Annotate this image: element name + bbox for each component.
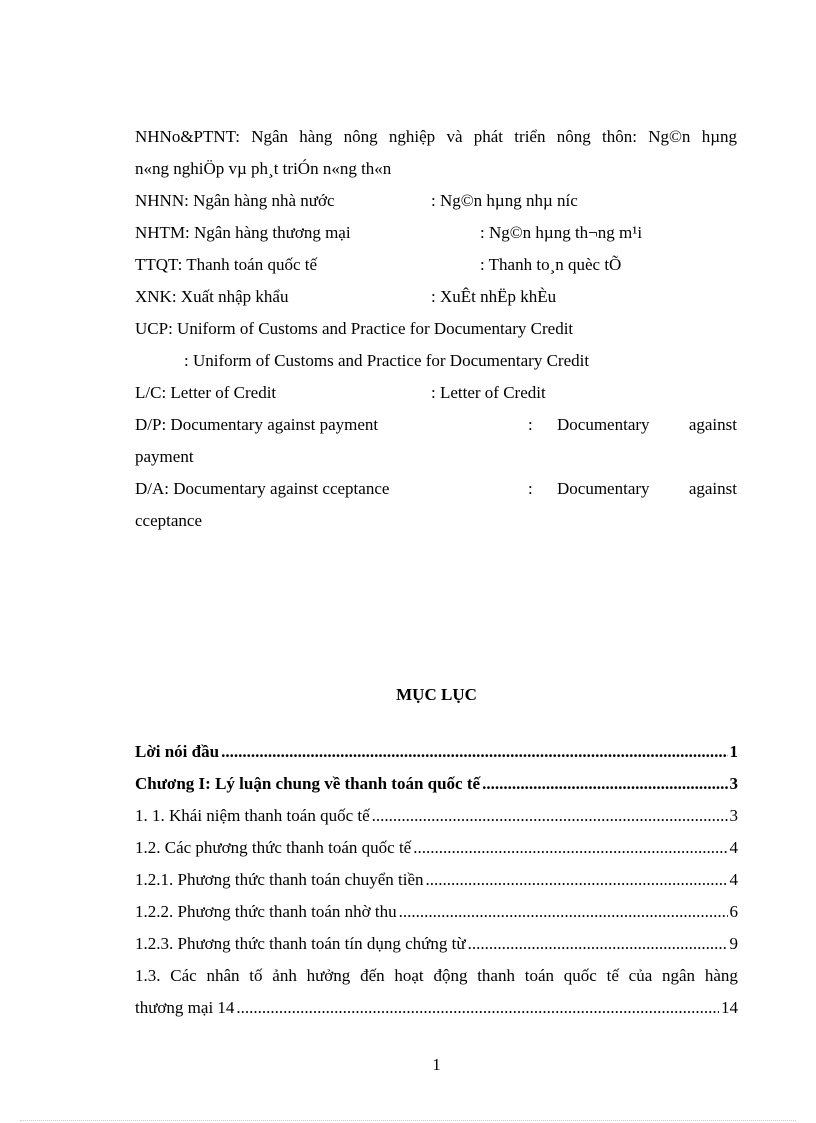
- abbr-nhno-continuation: n«ng nghiÖp vµ ph¸t triÓn n«ng th«n: [135, 159, 392, 178]
- toc-word: tế: [606, 966, 619, 985]
- toc-leader-dots: [221, 736, 727, 768]
- toc-item[interactable]: [135, 736, 738, 768]
- abbr-nhtm-alt: : Ng©n hµng th¬ng m¹i: [480, 223, 643, 242]
- abbr-row-nhnn: [135, 185, 737, 217]
- abbr-nhtm-term: NHTM: Ngân hàng thương mại: [135, 223, 351, 242]
- abbr-row-lc: [135, 377, 737, 409]
- abbr-da-alt-word2: against: [688, 479, 737, 498]
- table-of-contents: [135, 736, 738, 1024]
- abbr-row-nhtm: [135, 217, 737, 249]
- toc-item[interactable]: [135, 896, 738, 928]
- toc-word: Các: [170, 966, 197, 985]
- toc-item[interactable]: [135, 832, 738, 864]
- toc-word: đến: [360, 966, 385, 985]
- abbr-row-dp-line2: [135, 441, 737, 473]
- abbreviations-list: [135, 121, 737, 537]
- toc-item-label: 1. 1. Khái niệm thanh toán quốc tế: [135, 806, 370, 825]
- abbr-row-ucp-line1: [135, 313, 737, 345]
- toc-leader-dots: [413, 832, 727, 864]
- abbr-row-ucp-line2: [135, 345, 737, 377]
- toc-item-page: 3: [729, 806, 738, 825]
- toc-item-page: 4: [729, 838, 738, 857]
- toc-word: của: [628, 966, 653, 985]
- toc-item-multiline-line1[interactable]: [135, 960, 738, 992]
- toc-word: thanh: [477, 966, 515, 985]
- abbr-row-nhno-line1: [135, 121, 737, 153]
- abbr-row-ttqt: [135, 249, 737, 281]
- toc-title: MỤC LỤC: [396, 685, 477, 704]
- toc-word: hoạt: [394, 966, 424, 985]
- toc-item-label: Chương I: Lý luận chung về thanh toán quốc tế: [135, 774, 481, 793]
- abbr-dp-alt-word2: against: [688, 415, 737, 434]
- abbr-dp-alt-continuation: payment: [135, 447, 194, 466]
- toc-item-page: 3: [729, 774, 738, 793]
- toc-word: hưởng: [306, 966, 351, 985]
- toc-item-label: 1.2.3. Phương thức thanh toán tín dụng chứng từ: [135, 934, 466, 953]
- toc-item-page: 14: [721, 998, 738, 1017]
- abbr-xnk-term: XNK: Xuất nhập khẩu: [135, 287, 289, 306]
- abbr-ttqt-term: TTQT: Thanh toán quốc tế: [135, 255, 318, 274]
- abbr-da-alt-continuation: cceptance: [135, 511, 202, 530]
- toc-item-label: Lời nói đầu: [135, 742, 220, 761]
- abbr-row-nhno-line2: [135, 153, 737, 185]
- toc-leader-dots: [468, 928, 728, 960]
- toc-item[interactable]: [135, 800, 738, 832]
- toc-word: hàng: [704, 966, 738, 985]
- toc-word: nhân: [206, 966, 240, 985]
- toc-item-label: 1.2.1. Phương thức thanh toán chuyển tiền: [135, 870, 424, 889]
- page-bottom-rule: [20, 1120, 796, 1121]
- toc-item[interactable]: [135, 768, 738, 800]
- toc-word: tố: [249, 966, 263, 985]
- toc-item-label: thương mại 14: [135, 998, 235, 1017]
- toc-leader-dots: [482, 768, 727, 800]
- toc-word: toán: [524, 966, 555, 985]
- abbr-ucp-term: UCP: Uniform of Customs and Practice for Documentary Credit: [135, 319, 574, 338]
- abbr-da-alt-word1: Documentary: [557, 479, 650, 498]
- toc-leader-dots: [372, 800, 728, 832]
- abbr-da-term: D/A: Documentary against cceptance: [135, 479, 390, 498]
- toc-item-label: 1.2. Các phương thức thanh toán quốc tế: [135, 838, 412, 857]
- abbr-da-colon: :: [528, 479, 533, 498]
- abbr-row-dp-line1: [135, 409, 737, 441]
- abbr-lc-term: L/C: Letter of Credit: [135, 383, 277, 402]
- abbr-row-xnk: [135, 281, 737, 313]
- abbr-ttqt-alt: : Thanh to¸n quèc tÕ: [480, 255, 622, 274]
- toc-leader-dots: [399, 896, 728, 928]
- toc-word: 1.3.: [135, 966, 161, 985]
- abbr-nhnn-alt: : Ng©n hµng nhµ níc: [431, 191, 578, 210]
- toc-item-multiline-line2[interactable]: [135, 992, 738, 1024]
- toc-word: ngân: [662, 966, 696, 985]
- toc-item-page: 4: [729, 870, 738, 889]
- abbr-xnk-alt: : XuÊt nhËp khÈu: [431, 287, 557, 306]
- toc-item-label: 1.2.2. Phương thức thanh toán nhờ thu: [135, 902, 397, 921]
- toc-word: quốc: [563, 966, 597, 985]
- toc-leader-dots: [426, 864, 728, 896]
- abbr-row-da-line1: [135, 473, 737, 505]
- toc-word: động: [433, 966, 468, 985]
- abbr-lc-alt: : Letter of Credit: [431, 383, 546, 402]
- toc-item-page: 6: [729, 902, 738, 921]
- abbr-nhnn-term: NHNN: Ngân hàng nhà nước: [135, 191, 335, 210]
- abbr-nhno-line1-justified: [135, 121, 737, 153]
- toc-item-page: 1: [729, 742, 738, 761]
- abbr-dp-alt-word1: Documentary: [557, 415, 650, 434]
- toc-item[interactable]: [135, 928, 738, 960]
- abbr-dp-colon: :: [528, 415, 533, 434]
- toc-word: ảnh: [272, 966, 297, 985]
- page-number: 1: [432, 1055, 441, 1074]
- abbr-row-da-line2: [135, 505, 737, 537]
- toc-item-page: 9: [729, 934, 738, 953]
- toc-leader-dots: [236, 992, 719, 1024]
- abbr-dp-term: D/P: Documentary against payment: [135, 415, 379, 434]
- abbr-ucp-alt: : Uniform of Customs and Practice for Documentary Credit: [184, 351, 590, 370]
- abbr-nhno-text: NHNo&PTNT: Ngân hàng nông nghiệp và phát triển nông thôn: Ng©n hµng: [135, 127, 737, 146]
- toc-item[interactable]: [135, 864, 738, 896]
